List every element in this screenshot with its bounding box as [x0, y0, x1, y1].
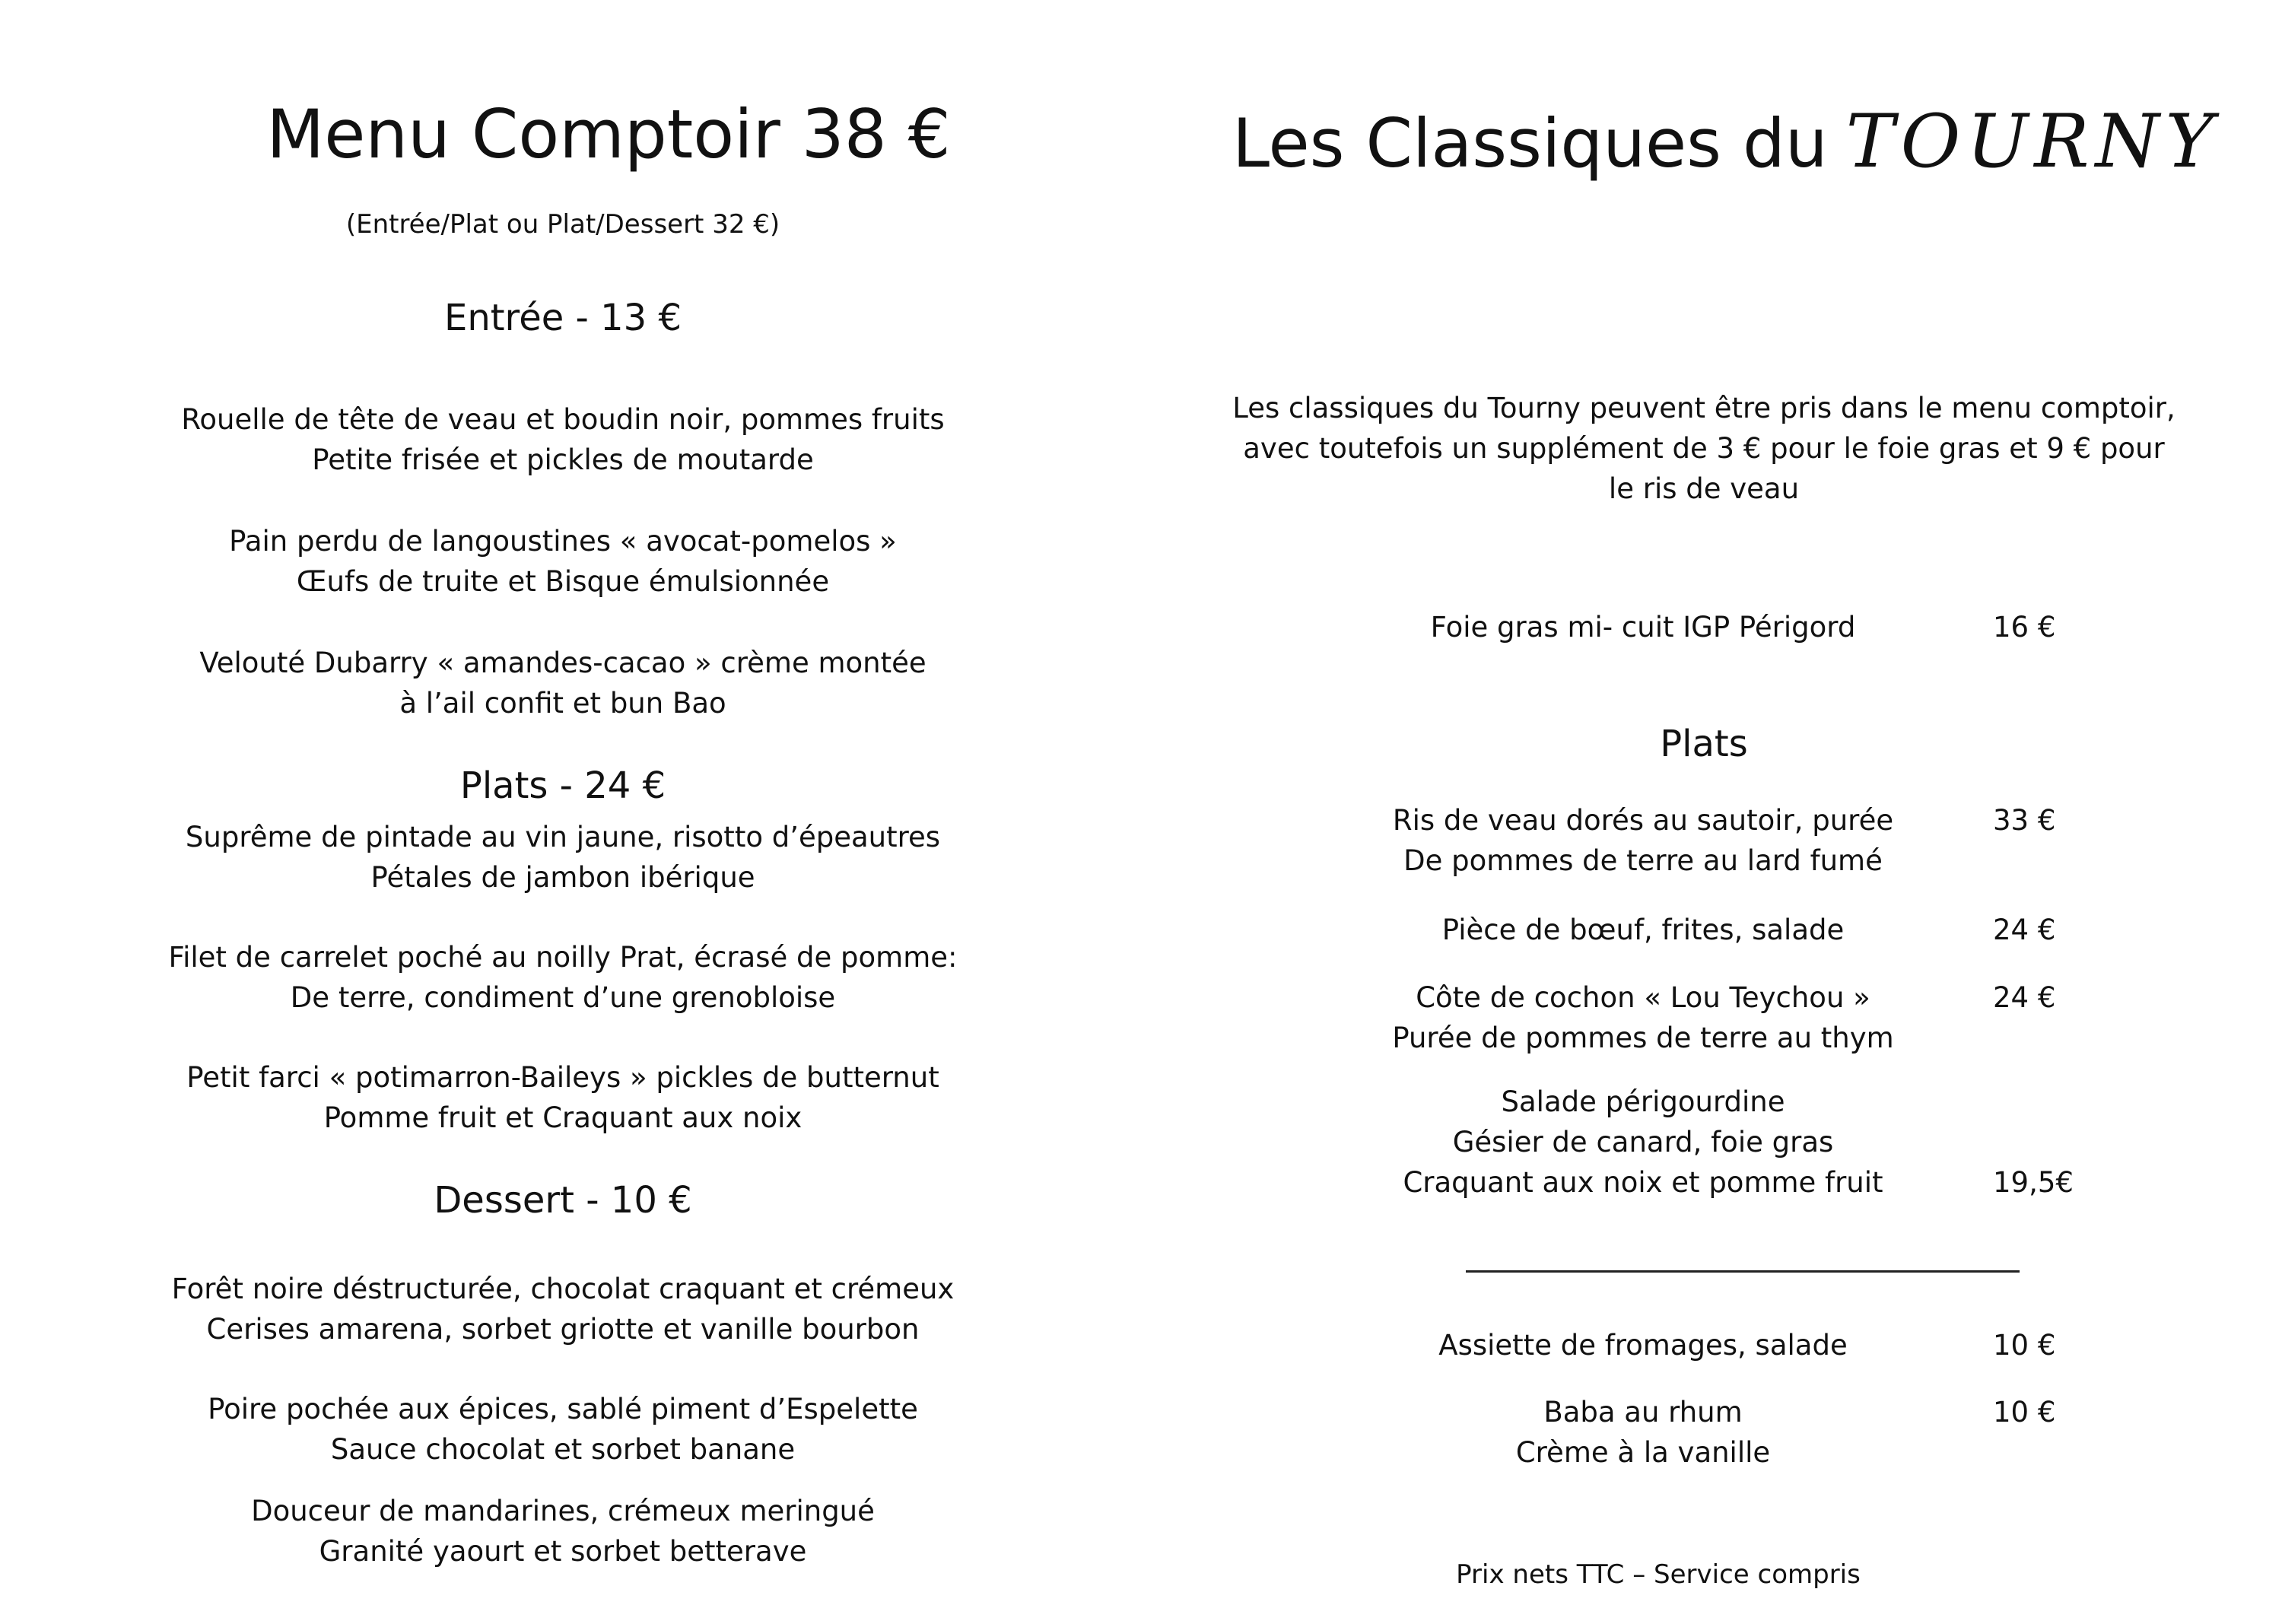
dessert-baba-price: 10 € [1993, 1396, 2056, 1429]
entree-item-1 [0, 399, 1126, 480]
plat-ris-de-veau-price: 33 € [1993, 804, 2056, 837]
plat-item-1 [0, 817, 1126, 898]
foie-gras-price: 16 € [1993, 611, 2056, 644]
plat-item-2-line2: De terre, condiment d’une grenobloise [290, 981, 836, 1014]
plat-item-2-line1: Filet de carrelet poché au noilly Prat, écrasé de pomme: [168, 941, 958, 974]
classiques-plats-heading: Plats [1660, 723, 1748, 765]
plat-salade-line3: Craquant aux noix et pomme fruit [1403, 1166, 1883, 1199]
plat-item-3-line1: Petit farci « potimarron-Baileys » pickles de butternut [186, 1061, 939, 1094]
menu-comptoir-title: Menu Comptoir 38 € [266, 95, 951, 173]
note-line1: Les classiques du Tourny peuvent être pris dans le menu comptoir, [1232, 392, 2176, 424]
note-line3: le ris de veau [1608, 472, 1800, 505]
plat-piece-de-boeuf-name: Pièce de bœuf, frites, salade [1441, 914, 1845, 946]
plat-salade-perigourdine-name [1308, 1082, 1978, 1203]
plat-cote-de-cochon-line1: Côte de cochon « Lou Teychou » [1416, 981, 1870, 1014]
plat-item-3-line2: Pomme fruit et Craquant aux noix [323, 1101, 803, 1134]
classiques-note [1126, 388, 2282, 509]
dessert-fromages-name: Assiette de fromages, salade [1438, 1329, 1848, 1362]
plats-heading: Plats - 24 € [459, 764, 666, 807]
plat-item-1-line1: Suprême de pintade au vin jaune, risotto d’épeautres [185, 821, 941, 853]
plat-ris-de-veau-line2: De pommes de terre au lard fumé [1403, 844, 1883, 877]
plat-salade-line2: Gésier de canard, foie gras [1452, 1126, 1834, 1158]
plat-ris-de-veau-line1: Ris de veau dorés au sautoir, purée [1392, 804, 1894, 837]
dessert-baba-name [1308, 1392, 1978, 1473]
entree-item-2-line1: Pain perdu de langoustines « avocat-pomelos » [229, 525, 897, 558]
entree-item-1-line1: Rouelle de tête de veau et boudin noir, pommes fruits [181, 403, 945, 436]
dessert-item-2-line1: Poire pochée aux épices, sablé piment d’Espelette [208, 1393, 918, 1425]
plat-ris-de-veau-name [1308, 800, 1978, 881]
plat-item-1-line2: Pétales de jambon ibérique [370, 861, 755, 894]
menu-comptoir-page [0, 0, 1126, 1624]
menu-comptoir-subtitle: (Entrée/Plat ou Plat/Dessert 32 €) [345, 209, 780, 240]
dessert-baba-line2: Crème à la vanille [1515, 1436, 1771, 1469]
dessert-heading: Dessert - 10 € [434, 1179, 692, 1222]
dessert-baba-line1: Baba au rhum [1543, 1396, 1743, 1429]
dessert-item-1 [0, 1269, 1126, 1349]
plat-salade-line1: Salade périgourdine [1501, 1085, 1785, 1118]
dessert-item-3-line2: Granité yaourt et sorbet betterave [319, 1535, 807, 1568]
plat-item-3 [0, 1057, 1126, 1138]
tourny-script: TOURNY [1845, 99, 2220, 184]
classiques-page [1126, 0, 2282, 1624]
dessert-item-3-line1: Douceur de mandarines, crémeux meringué [251, 1495, 875, 1527]
section-divider [1466, 1270, 2020, 1273]
entree-item-3-line2: à l’ail confit et bun Bao [399, 687, 726, 720]
plat-salade-price: 19,5€ [1993, 1166, 2074, 1199]
dessert-fromages-price: 10 € [1993, 1329, 2056, 1362]
plat-cote-de-cochon-price: 24 € [1993, 981, 2056, 1014]
entree-heading: Entrée - 13 € [443, 297, 682, 339]
dessert-item-1-line1: Forêt noire déstructurée, chocolat craquant et crémeux [171, 1273, 955, 1305]
plat-piece-de-boeuf-price: 24 € [1993, 914, 2056, 946]
classiques-title [1232, 99, 2220, 184]
entree-item-1-line2: Petite frisée et pickles de moutarde [312, 443, 814, 476]
price-footer: Prix nets TTC – Service compris [1456, 1559, 1861, 1590]
note-line2: avec toutefois un supplément de 3 € pour le foie gras et 9 € pour [1243, 432, 2165, 465]
foie-gras-name: Foie gras mi- cuit IGP Périgord [1430, 611, 1856, 644]
dessert-item-3 [0, 1491, 1126, 1572]
entree-item-2 [0, 521, 1126, 602]
plat-cote-de-cochon-name [1308, 977, 1978, 1058]
entree-item-2-line2: Œufs de truite et Bisque émulsionnée [296, 565, 830, 598]
dessert-item-1-line2: Cerises amarena, sorbet griotte et vanille bourbon [206, 1313, 920, 1346]
dessert-item-2 [0, 1389, 1126, 1470]
entree-item-3-line1: Velouté Dubarry « amandes-cacao » crème montée [199, 647, 926, 679]
entree-item-3 [0, 643, 1126, 723]
plat-cote-de-cochon-line2: Purée de pommes de terre au thym [1392, 1022, 1894, 1054]
dessert-item-2-line2: Sauce chocolat et sorbet banane [330, 1433, 796, 1466]
classiques-title-text: Les Classiques du [1232, 104, 1828, 183]
plat-item-2 [0, 937, 1126, 1018]
